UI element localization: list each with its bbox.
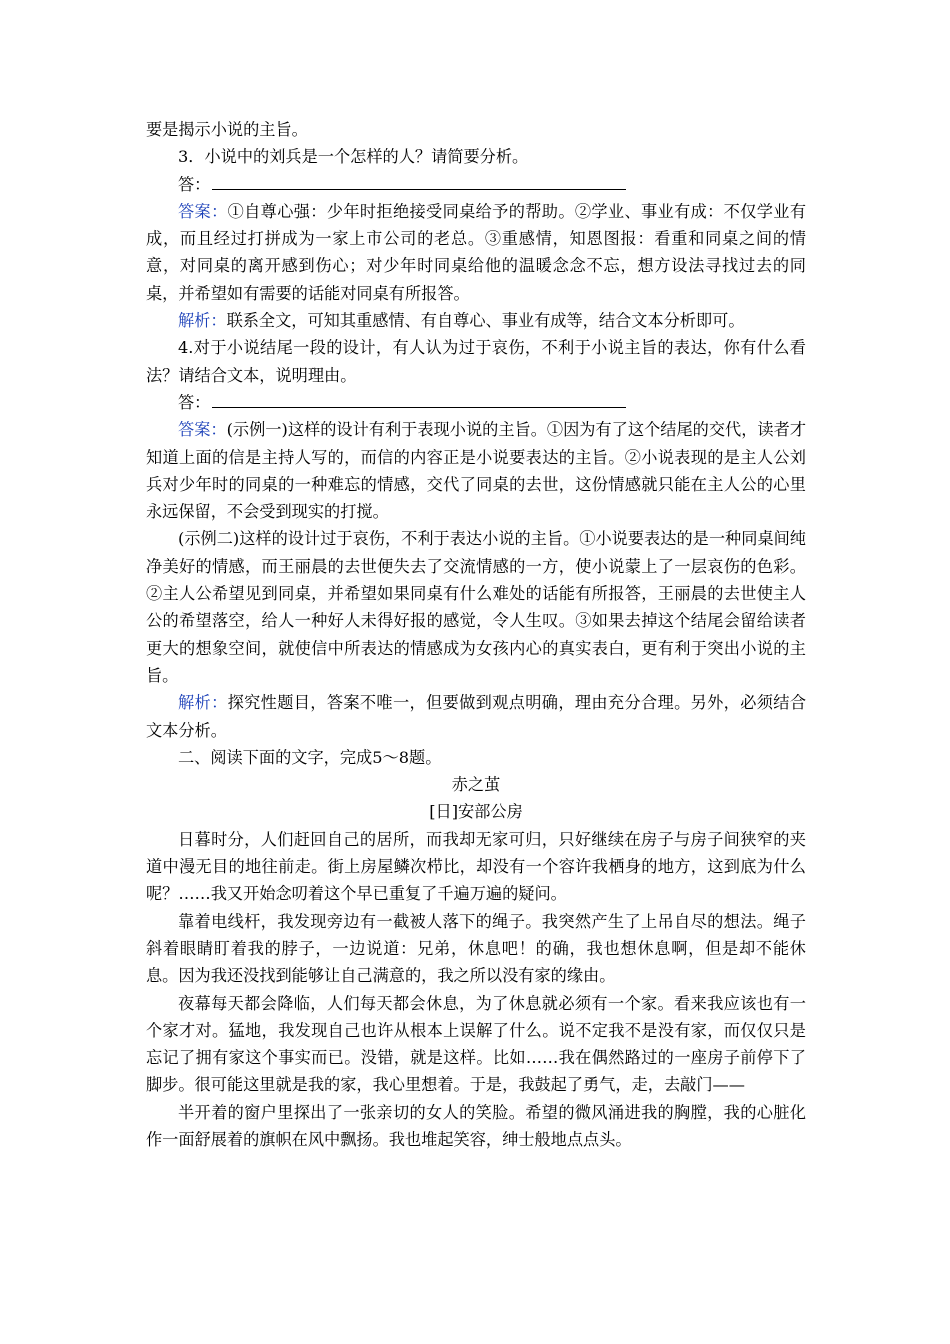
- story-title: 赤之茧: [451, 775, 501, 795]
- answer-3-text: ①自尊心强：少年时拒绝接受同桌给予的帮助。②学业、事业有成：不仅学业有成，而且经过打拼成为一家上市公司的老总。③重感情，知恩图报：看重和同桌之间的情意，对同桌的离开感到伤心；对少年时同桌给他的温暖念念不忘，想方设法寻找过去的同桌，并希望如有需要的话能对同桌有所报答。: [146, 201, 807, 303]
- analysis-4: [146, 689, 806, 744]
- analysis-label: 解析：: [178, 693, 228, 713]
- story-paragraph-2: 靠着电线杆，我发现旁边有一截被人落下的绳子。我突然产生了上吊自尽的想法。绳子斜着眼睛盯着我的脖子，一边说道：兄弟，休息吧！的确，我也想休息啊，但是却不能休息。因为我还没找到能够让自己满意的，我之所以没有家的缘由。: [146, 911, 806, 986]
- story-paragraph-3: 夜幕每天都会降临，人们每天都会休息，为了休息就必须有一个家。看来我应该也有一个家才对。猛地，我发现自己也许从根本上误解了什么。说不定我不是没有家，而仅仅只是忘记了拥有家这个事实而已。没错，就是这样。比如……我在偶然路过的一座房子前停下了脚步。很可能这里就是我的家，我心里想着。于是，我鼓起了勇气，走，去敲门——: [146, 993, 806, 1095]
- section-2-heading: 二、阅读下面的文字，完成5～8题。: [178, 747, 442, 767]
- answer-4-example-2: (示例二)这样的设计过于哀伤，不利于表达小说的主旨。①小说要表达的是一种同桌间纯净美好的情感，而王丽晨的去世便失去了交流情感的一方，使小说蒙上了一层哀伤的色彩。②主人公希望见到同桌，并希望如果同桌有什么难处的话能有所报答，王丽晨的去世使主人公的希望落空，给人一种好人未得好报的感觉，令人生叹。③如果去掉这个结尾会留给读者更大的想象空间，就使信中所表达的情感成为女孩内心的真实表白，更有利于突出小说的主旨。: [146, 529, 806, 685]
- analysis-3-text: 联系全文，可知其重感情、有自尊心、事业有成等，结合文本分析即可。: [226, 311, 745, 331]
- answer-blank-3: [146, 171, 806, 198]
- answer-blank-4: [146, 389, 806, 416]
- answer-4-example-1-text: (示例一)这样的设计有利于表现小说的主旨。①因为有了这个结尾的交代，读者才知道上面的信是主持人写的，而信的内容正是小说要表达的主旨。②小说表现的是主人公刘兵对少年时的同桌的一种难忘的情感，交代了同桌的去世，这份情感就只能在主人公的心里永远保留，不会受到现实的打搅。: [146, 420, 807, 522]
- answer-prompt: 答：: [178, 392, 211, 412]
- question-3: 3．小说中的刘兵是一个怎样的人？请简要分析。: [178, 147, 529, 167]
- analysis-label: 解析：: [178, 311, 227, 331]
- answer-4-example-1: [146, 416, 806, 525]
- answer-label: 答案：: [178, 420, 227, 440]
- answer-line: [212, 392, 626, 408]
- answer-line: [212, 174, 626, 190]
- answer-label: 答案：: [178, 201, 228, 221]
- analysis-3: [146, 307, 806, 334]
- story-author: [日]安部公房: [429, 802, 523, 822]
- answer-prompt: 答：: [178, 174, 211, 194]
- story-paragraph-1: 日暮时分，人们赶回自己的居所，而我却无家可归，只好继续在房子与房子间狭窄的夹道中漫无目的地往前走。街上房屋鳞次栉比，却没有一个容许我栖身的地方，这到底为什么呢？……我又开始念叨着这个早已重复了千遍万遍的疑问。: [146, 829, 806, 904]
- story-paragraph-4: 半开着的窗户里探出了一张亲切的女人的笑脸。希望的微风涌进我的胸膛，我的心脏化作一面舒展着的旗帜在风中飘扬。我也堆起笑容，绅士般地点点头。: [146, 1102, 806, 1149]
- paragraph-continuation: 要是揭示小说的主旨。: [146, 120, 308, 139]
- analysis-4-text: 探究性题目，答案不唯一，但要做到观点明确，理由充分合理。另外，必须结合文本分析。: [146, 693, 807, 740]
- answer-3: [146, 198, 806, 307]
- question-4: 4.对于小说结尾一段的设计，有人认为过于哀伤，不利于小说主旨的表达，你有什么看法？请结合文本，说明理由。: [146, 338, 806, 385]
